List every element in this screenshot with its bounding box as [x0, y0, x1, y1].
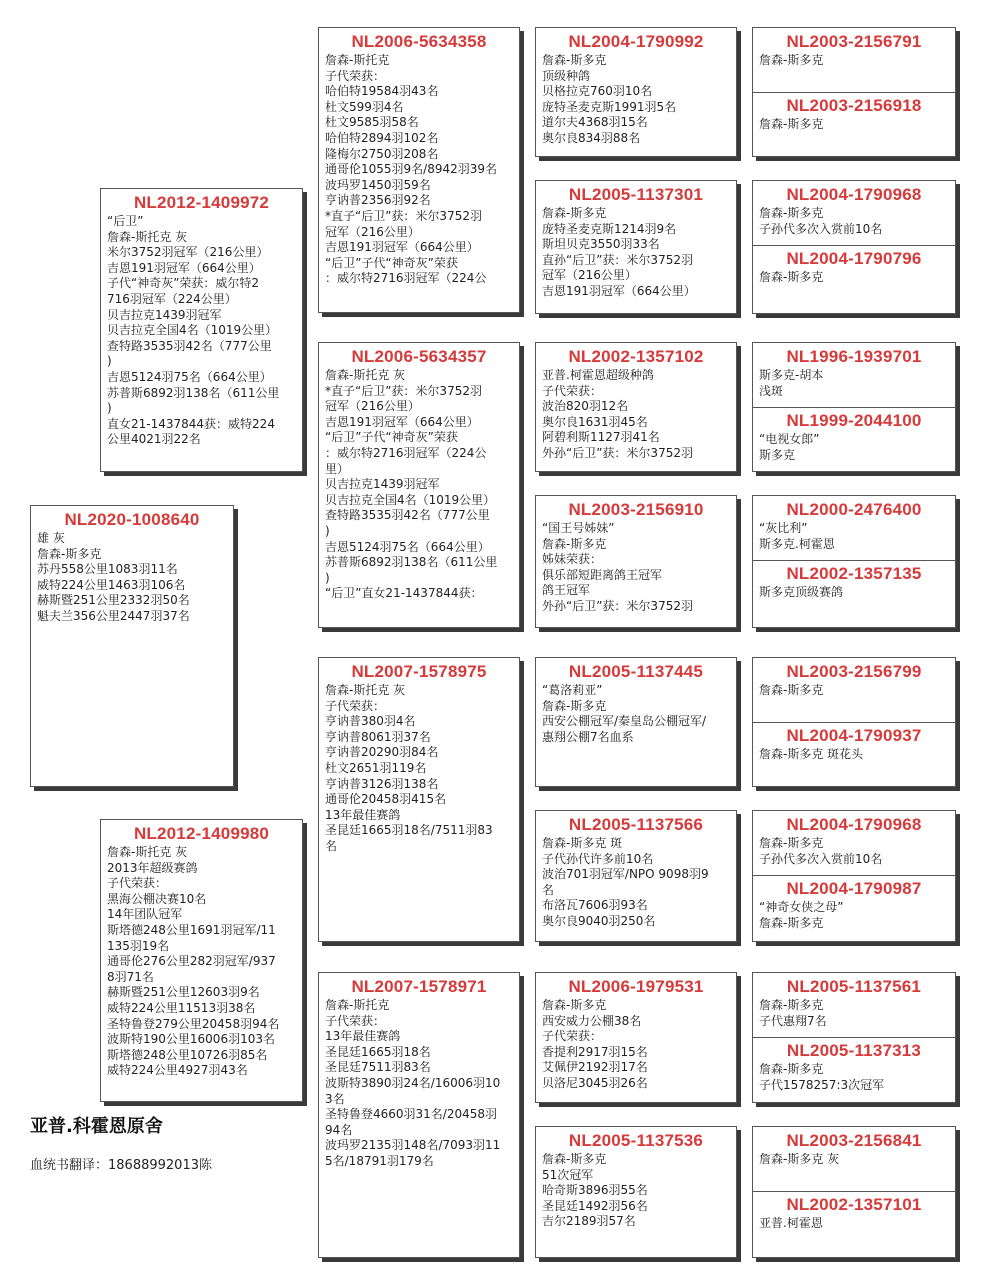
gen5-pair-card: [752, 972, 956, 1103]
pedigree-line: 杜文9585羽58名: [325, 115, 419, 130]
gen5-ancestor: [753, 1191, 955, 1257]
pedigree-line: 威特224公里1463羽106名: [37, 577, 186, 592]
translator-note: 血统书翻译：18688992013陈: [30, 1158, 212, 1173]
pedigree-line: 詹森-斯多克: [542, 206, 607, 220]
pedigree-line: 名: [542, 882, 555, 897]
pedigree-lines: [319, 997, 519, 1170]
pedigree-line: 名: [325, 838, 338, 853]
ring-number: NL1999-2044100: [786, 411, 922, 430]
pedigree-line: 詹森-斯托克: [325, 998, 390, 1012]
pedigree-line: 詹森-斯托克 灰: [107, 845, 188, 859]
pedigree-lines: [536, 1151, 736, 1230]
pedigree-line: “后卫”子代“神奇灰”荣获: [325, 255, 458, 270]
ring-number: NL2004-1790968: [786, 185, 922, 204]
pedigree-lines: [753, 997, 955, 1029]
pedigree-line: 3名: [325, 1091, 345, 1106]
ring-number: NL2012-1409980: [133, 824, 270, 843]
pedigree-line: 716羽冠军（224公里）: [107, 291, 237, 306]
gen4-card: [535, 810, 737, 942]
gen5-ancestor: [753, 181, 955, 246]
pedigree-line: 赫斯暨251公里12603羽9名: [107, 985, 260, 1000]
gen5-ancestor: [753, 875, 955, 941]
gen5-ancestor: [753, 407, 955, 471]
pedigree-line: 子孙代多次入赏前10名: [759, 851, 883, 866]
ring-number: NL2004-1790992: [568, 32, 704, 51]
gen5-pair-card: [752, 495, 956, 628]
ring-number: NL2003-2156791: [786, 32, 922, 51]
pedigree-line: 波玛罗2135羽148名/7093羽11: [325, 1138, 501, 1153]
pedigree-line: 杜文2651羽119名: [325, 760, 427, 775]
pedigree-line: 冠军（216公里）: [325, 399, 420, 414]
ring-number: NL2003-2156910: [568, 500, 704, 519]
pedigree-line: 奥尔良834羽88名: [542, 130, 641, 145]
pedigree-lines: [753, 520, 955, 552]
pedigree-line: 外孙“后卫”获：米尔3752羽: [542, 445, 693, 460]
pedigree-lines: [319, 367, 519, 602]
ring-number: NL2003-2156918: [786, 96, 922, 115]
ring-number: NL2006-1979531: [568, 977, 704, 996]
pedigree-lines: [536, 52, 736, 147]
pedigree-line: 香提利2917羽15名: [542, 1044, 648, 1059]
pedigree-line: 庞特圣麦克斯1991羽5名: [542, 99, 677, 114]
pedigree-line: 詹森-斯多克: [542, 1152, 607, 1166]
pedigree-line: 威特224公里11513羽38名: [107, 1000, 256, 1015]
pedigree-line: 13年最佳赛鸽: [325, 1029, 401, 1044]
pedigree-line: 布洛瓦7606羽93名: [542, 898, 648, 913]
pedigree-line: 2013年超级赛鸽: [107, 860, 198, 875]
pedigree-line: 詹森-斯多克: [759, 270, 824, 284]
pedigree-line: *直子“后卫”获：米尔3752羽: [325, 383, 482, 398]
pedigree-line: 斯多克.柯霍恩: [759, 536, 835, 551]
gen5-pair-card: [752, 810, 956, 942]
pedigree-line: 子代荣获：: [542, 1029, 603, 1044]
ring-number: NL2004-1790968: [786, 815, 922, 834]
granddam-maternal-card: [318, 972, 520, 1258]
pedigree-line: 8羽71名: [107, 969, 154, 984]
ring-number: NL2004-1790987: [786, 879, 922, 898]
pedigree-line: 吉恩191羽冠军（664公里）: [107, 260, 261, 275]
pedigree-line: 奥尔良1631羽45名: [542, 414, 648, 429]
pedigree-line: 惠翔公棚7名血系: [542, 729, 634, 744]
pedigree-line: 子代荣获：: [542, 383, 603, 398]
pedigree-line: 圣特鲁登4660羽31名/20458羽: [325, 1107, 498, 1122]
pedigree-line: 贝吉拉克1439羽冠军: [107, 307, 222, 322]
pedigree-lines: [536, 205, 736, 300]
ring-number: NL2012-1409972: [133, 193, 270, 212]
pedigree-lines: [753, 1151, 955, 1168]
pedigree-line: 黑海公棚决赛10名: [107, 891, 207, 906]
pedigree-line: 威特224公里4927羽43名: [107, 1063, 248, 1078]
gen5-ancestor: [753, 343, 955, 408]
pedigree-line: 14年团队冠军: [107, 907, 183, 922]
sire-card: [100, 188, 303, 472]
pedigree-lines: [536, 367, 736, 462]
pedigree-line: “神奇女侠之母”: [759, 900, 844, 914]
pedigree-lines: [753, 205, 955, 237]
pedigree-line: 魁夫兰356公里2447羽37名: [37, 608, 190, 623]
pedigree-line: “后卫”直女21-1437844获：: [325, 586, 483, 601]
pedigree-line: 子孙代多次入赏前10名: [759, 221, 883, 236]
pedigree-line: 公里4021羽22名: [107, 432, 201, 447]
pedigree-line: 詹森-斯多克: [542, 998, 607, 1012]
pedigree-line: 雄 灰: [37, 531, 65, 545]
pedigree-line: 詹森-斯多克: [37, 546, 102, 561]
pedigree-line: 詹森-斯多克 斑: [542, 836, 623, 850]
pedigree-line: 通哥伦276公里282羽冠军/937: [107, 954, 276, 969]
ring-number: NL2002-1357101: [786, 1195, 922, 1214]
pedigree-line: 詹森-斯多克: [759, 683, 824, 697]
pedigree-lines: [536, 520, 736, 615]
pedigree-line: 贝吉拉克全国4名（1019公里）: [325, 492, 496, 507]
pedigree-line: 波玛罗1450羽59名: [325, 177, 431, 192]
ring-number: NL2002-1357102: [568, 347, 704, 366]
pedigree-line: 吉恩191羽冠军（664公里）: [325, 240, 479, 255]
pedigree-line: 詹森-斯多克: [759, 1062, 824, 1076]
pedigree-line: 顶级种鸽: [542, 68, 591, 83]
pedigree-line: 哈奇斯3896羽55名: [542, 1183, 648, 1198]
pedigree-line: 子代荣获：: [107, 876, 168, 891]
pedigree-line: 5名/18791羽179名: [325, 1153, 434, 1168]
pedigree-line: ：威尔特2716羽冠军（224公: [325, 445, 487, 460]
pedigree-lines: [753, 682, 955, 699]
gen5-ancestor: [753, 1127, 955, 1192]
gen4-card: [535, 972, 737, 1103]
gen4-card: [535, 1126, 737, 1258]
ring-number: NL2020-1008640: [64, 510, 200, 529]
gen5-pair-card: [752, 180, 956, 314]
pedigree-line: 詹森-斯多克 灰: [759, 1152, 840, 1166]
pedigree-line: 波斯特3890羽24名/16006羽10: [325, 1075, 501, 1090]
pedigree-line: 米尔3752羽冠军（216公里）: [107, 245, 269, 260]
pedigree-line: 135羽19名: [107, 938, 170, 953]
grandsire-maternal-card: [318, 657, 520, 942]
pedigree-lines: [753, 1215, 955, 1232]
pedigree-line: “后卫”: [107, 214, 144, 228]
pedigree-line: 13年最佳赛鸽: [325, 807, 401, 822]
pedigree-line: 俱乐部短距离鸽王冠军: [542, 567, 663, 582]
pedigree-line: 圣昆廷7511羽83名: [325, 1060, 431, 1075]
pedigree-line: “国王号姊妹”: [542, 521, 615, 535]
ring-number: NL2003-2156799: [786, 662, 922, 681]
ring-number: NL2005-1137301: [568, 185, 704, 204]
ring-number: NL2006-5634358: [351, 32, 487, 51]
pedigree-line: 阿碧利斯1127羽41名: [542, 430, 660, 445]
granddam-paternal-card: [318, 342, 520, 628]
pedigree-line: “灰比利”: [759, 521, 808, 535]
gen5-ancestor: [753, 973, 955, 1038]
gen5-ancestor: [753, 496, 955, 561]
gen5-ancestor: [753, 658, 955, 723]
pedigree-line: 奥尔良9040羽250名: [542, 913, 656, 928]
pedigree-line: 隆梅尔2750羽208名: [325, 146, 439, 161]
pedigree-lines: [31, 530, 233, 625]
ring-number: NL2004-1790937: [786, 726, 922, 745]
pedigree-line: 子代荣获：: [325, 1013, 386, 1028]
pedigree-line: “葛洛莉亚”: [542, 683, 603, 697]
pedigree-line: 直女21-1437844获：威特224: [107, 416, 275, 431]
pedigree-line: 詹森-斯多克: [759, 206, 824, 220]
pedigree-lines: [753, 269, 955, 286]
pedigree-line: 斯坦贝克3550羽33名: [542, 237, 660, 252]
gen5-ancestor: [753, 28, 955, 93]
pedigree-line: ): [325, 570, 330, 585]
pedigree-line: 查特路3535羽42名（777公里: [107, 338, 272, 353]
pedigree-line: 鸽王冠军: [542, 583, 591, 598]
ring-number: NL2004-1790796: [786, 249, 922, 268]
pedigree-line: “电视女郎”: [759, 432, 820, 446]
pedigree-line: ：威尔特2716羽冠军（224公: [325, 271, 487, 286]
pedigree-line: ): [107, 354, 112, 369]
pedigree-line: 吉恩191羽冠军（664公里）: [542, 283, 696, 298]
pedigree-line: 詹森-斯托克 灰: [325, 683, 406, 697]
pedigree-line: 圣昆廷1492羽56名: [542, 1198, 648, 1213]
pedigree-line: 詹森-斯多克 斑花头: [759, 747, 864, 761]
ring-number: NL2007-1578975: [351, 662, 487, 681]
pedigree-line: 苏普斯6892羽138名（611公里: [325, 555, 498, 570]
gen4-card: [535, 657, 737, 787]
pedigree-line: *直子“后卫”获：米尔3752羽: [325, 208, 482, 223]
pedigree-line: 苏丹558公里1083羽11名: [37, 562, 178, 577]
pedigree-line: 吉恩5124羽75名（664公里）: [325, 539, 490, 554]
ring-number: NL1996-1939701: [786, 347, 922, 366]
pedigree-line: 波斯特190公里16006羽103名: [107, 1032, 275, 1047]
gen4-card: [535, 342, 737, 472]
ring-number: NL2006-5634357: [351, 347, 487, 366]
dam-card: [100, 819, 303, 1102]
pedigree-line: 詹森-斯多克: [759, 998, 824, 1012]
pedigree-line: 詹森-斯托克 灰: [107, 229, 188, 244]
gen5-ancestor: [753, 92, 955, 156]
pedigree-line: 通哥伦1055羽9名/8942羽39名: [325, 162, 498, 177]
pedigree-line: 姊妹荣获：: [542, 552, 603, 567]
pedigree-line: 贝格拉克760羽10名: [542, 84, 653, 99]
pedigree-line: 庞特圣麦克斯1214羽9名: [542, 221, 677, 236]
pedigree-line: 直孙“后卫”获：米尔3752羽: [542, 252, 693, 267]
ring-number: NL2002-1357135: [786, 564, 922, 583]
pedigree-line: 詹森-斯多克: [759, 915, 824, 930]
pedigree-line: 贝洛尼3045羽26名: [542, 1075, 648, 1090]
pedigree-lines: [753, 431, 955, 463]
pedigree-lines: [101, 844, 302, 1079]
gen5-pair-card: [752, 27, 956, 157]
pedigree-line: 斯塔德248公里1691羽冠军/11: [107, 922, 276, 937]
pedigree-line: 波治701羽冠军/NPO 9098羽9: [542, 867, 709, 882]
ring-number: NL2005-1137313: [786, 1041, 922, 1060]
ring-number: NL2005-1137445: [568, 662, 704, 681]
pedigree-line: 西安威力公棚38名: [542, 1013, 642, 1028]
pedigree-line: 圣特鲁登279公里20458羽94名: [107, 1016, 280, 1031]
pedigree-line: 亨讷普8061羽37名: [325, 729, 431, 744]
pedigree-line: 94名: [325, 1122, 353, 1137]
pedigree-line: 斯塔德248公里10726羽85名: [107, 1047, 268, 1062]
pedigree-line: 斯多克顶级赛鸽: [759, 585, 844, 599]
pedigree-line: 浅斑: [759, 383, 784, 398]
pedigree-lines: [536, 997, 736, 1092]
gen5-ancestor: [753, 245, 955, 313]
gen5-ancestor: [753, 811, 955, 876]
gen5-ancestor: [753, 722, 955, 786]
gen5-pair-card: [752, 657, 956, 787]
pedigree-lines: [753, 116, 955, 133]
pedigree-line: 哈伯特2894羽102名: [325, 130, 439, 145]
pedigree-line: 亚普.柯霍恩: [759, 1216, 823, 1230]
pedigree-line: 詹森-斯多克: [542, 698, 607, 713]
pedigree-lines: [319, 682, 519, 855]
pedigree-line: ): [107, 401, 112, 416]
pedigree-line: 冠军（216公里）: [325, 224, 420, 239]
pedigree-line: 赫斯暨251公里2332羽50名: [37, 593, 190, 608]
pedigree-line: 圣昆廷1665羽18名: [325, 1044, 431, 1059]
pedigree-lines: [753, 367, 955, 399]
pedigree-line: ): [325, 523, 330, 538]
pedigree-lines: [753, 899, 955, 931]
pedigree-line: 通哥伦20458羽415名: [325, 792, 447, 807]
pedigree-line: 詹森-斯托克: [325, 53, 390, 67]
pedigree-line: 哈伯特19584羽43名: [325, 84, 439, 99]
pedigree-line: 亨讷普3126羽138名: [325, 776, 439, 791]
gen5-pair-card: [752, 1126, 956, 1258]
loft-name: 亚普.科霍恩原舍: [30, 1116, 163, 1137]
pedigree-line: 子代1578257:3次冠军: [759, 1077, 885, 1092]
pedigree-line: 圣昆廷1665羽18名/7511羽83: [325, 823, 493, 838]
pedigree-line: 查特路3535羽42名（777公里: [325, 508, 490, 523]
pedigree-line: 子代惠翔7名: [759, 1013, 827, 1028]
pedigree-line: 外孙“后卫”获：米尔3752羽: [542, 598, 693, 613]
pedigree-line: 亨讷普2356羽92名: [325, 193, 431, 208]
gen5-pair-card: [752, 342, 956, 472]
pedigree-lines: [536, 682, 736, 745]
pedigree-line: 里）: [325, 461, 350, 476]
ring-number: NL2005-1137566: [568, 815, 704, 834]
grandsire-paternal-card: [318, 27, 520, 313]
pedigree-line: 波治820羽12名: [542, 399, 629, 414]
pedigree-line: 吉恩5124羽75名（664公里）: [107, 369, 272, 384]
pedigree-line: 贝吉拉克1439羽冠军: [325, 477, 440, 492]
pedigree-lines: [753, 746, 955, 763]
gen5-ancestor: [753, 1037, 955, 1102]
pedigree-line: 道尔夫4368羽15名: [542, 115, 648, 130]
pedigree-line: 吉尔2189羽57名: [542, 1214, 636, 1229]
pedigree-line: 贝吉拉克全国4名（1019公里）: [107, 323, 278, 338]
ring-number: NL2005-1137536: [568, 1131, 704, 1150]
pedigree-line: 子代荣获：: [325, 698, 386, 713]
pedigree-line: 斯多克-胡本: [759, 368, 824, 382]
gen5-ancestor: [753, 560, 955, 627]
pedigree-line: 子代孙代许多前10名: [542, 851, 654, 866]
subject-pigeon-card: [30, 505, 234, 787]
pedigree-line: 子代“神奇灰”荣获：威尔特2: [107, 276, 260, 291]
pedigree-line: 子代荣获：: [325, 68, 386, 83]
gen4-card: [535, 495, 737, 628]
pedigree-line: 詹森-斯多克: [759, 53, 824, 67]
pedigree-line: 亨讷普380羽4名: [325, 714, 416, 729]
ring-number: NL2007-1578971: [351, 977, 487, 996]
pedigree-line: 詹森-斯托克 灰: [325, 368, 406, 382]
pedigree-line: 西安公棚冠军/秦皇岛公棚冠军/: [542, 714, 707, 729]
pedigree-line: 冠军（216公里）: [542, 268, 637, 283]
pedigree-line: 艾佩伊2192羽17名: [542, 1060, 648, 1075]
pedigree-line: 詹森-斯多克: [759, 117, 824, 131]
ring-number: NL2003-2156841: [786, 1131, 922, 1150]
ring-number: NL2000-2476400: [786, 500, 922, 519]
pedigree-lines: [319, 52, 519, 287]
pedigree-lines: [101, 213, 302, 448]
pedigree-lines: [536, 835, 736, 930]
pedigree-line: 苏普斯6892羽138名（611公里: [107, 385, 280, 400]
gen4-card: [535, 27, 737, 157]
pedigree-line: 斯多克: [759, 447, 796, 462]
pedigree-line: “后卫”子代“神奇灰”荣获: [325, 430, 458, 445]
pedigree-line: 亚普.柯霍恩超级种鸽: [542, 368, 654, 382]
ring-number: NL2005-1137561: [786, 977, 922, 996]
pedigree-line: 亨讷普20290羽84名: [325, 745, 439, 760]
pedigree-line: 詹森-斯多克: [542, 53, 607, 67]
gen4-card: [535, 180, 737, 314]
pedigree-lines: [753, 52, 955, 69]
pedigree-line: 杜文599羽4名: [325, 99, 404, 114]
pedigree-line: 詹森-斯多克: [759, 836, 824, 850]
pedigree-lines: [753, 835, 955, 867]
pedigree-line: 吉恩191羽冠军（664公里）: [325, 414, 479, 429]
pedigree-line: 詹森-斯多克: [542, 536, 607, 551]
pedigree-lines: [753, 1061, 955, 1093]
pedigree-lines: [753, 584, 955, 601]
pedigree-line: 51次冠军: [542, 1167, 594, 1182]
